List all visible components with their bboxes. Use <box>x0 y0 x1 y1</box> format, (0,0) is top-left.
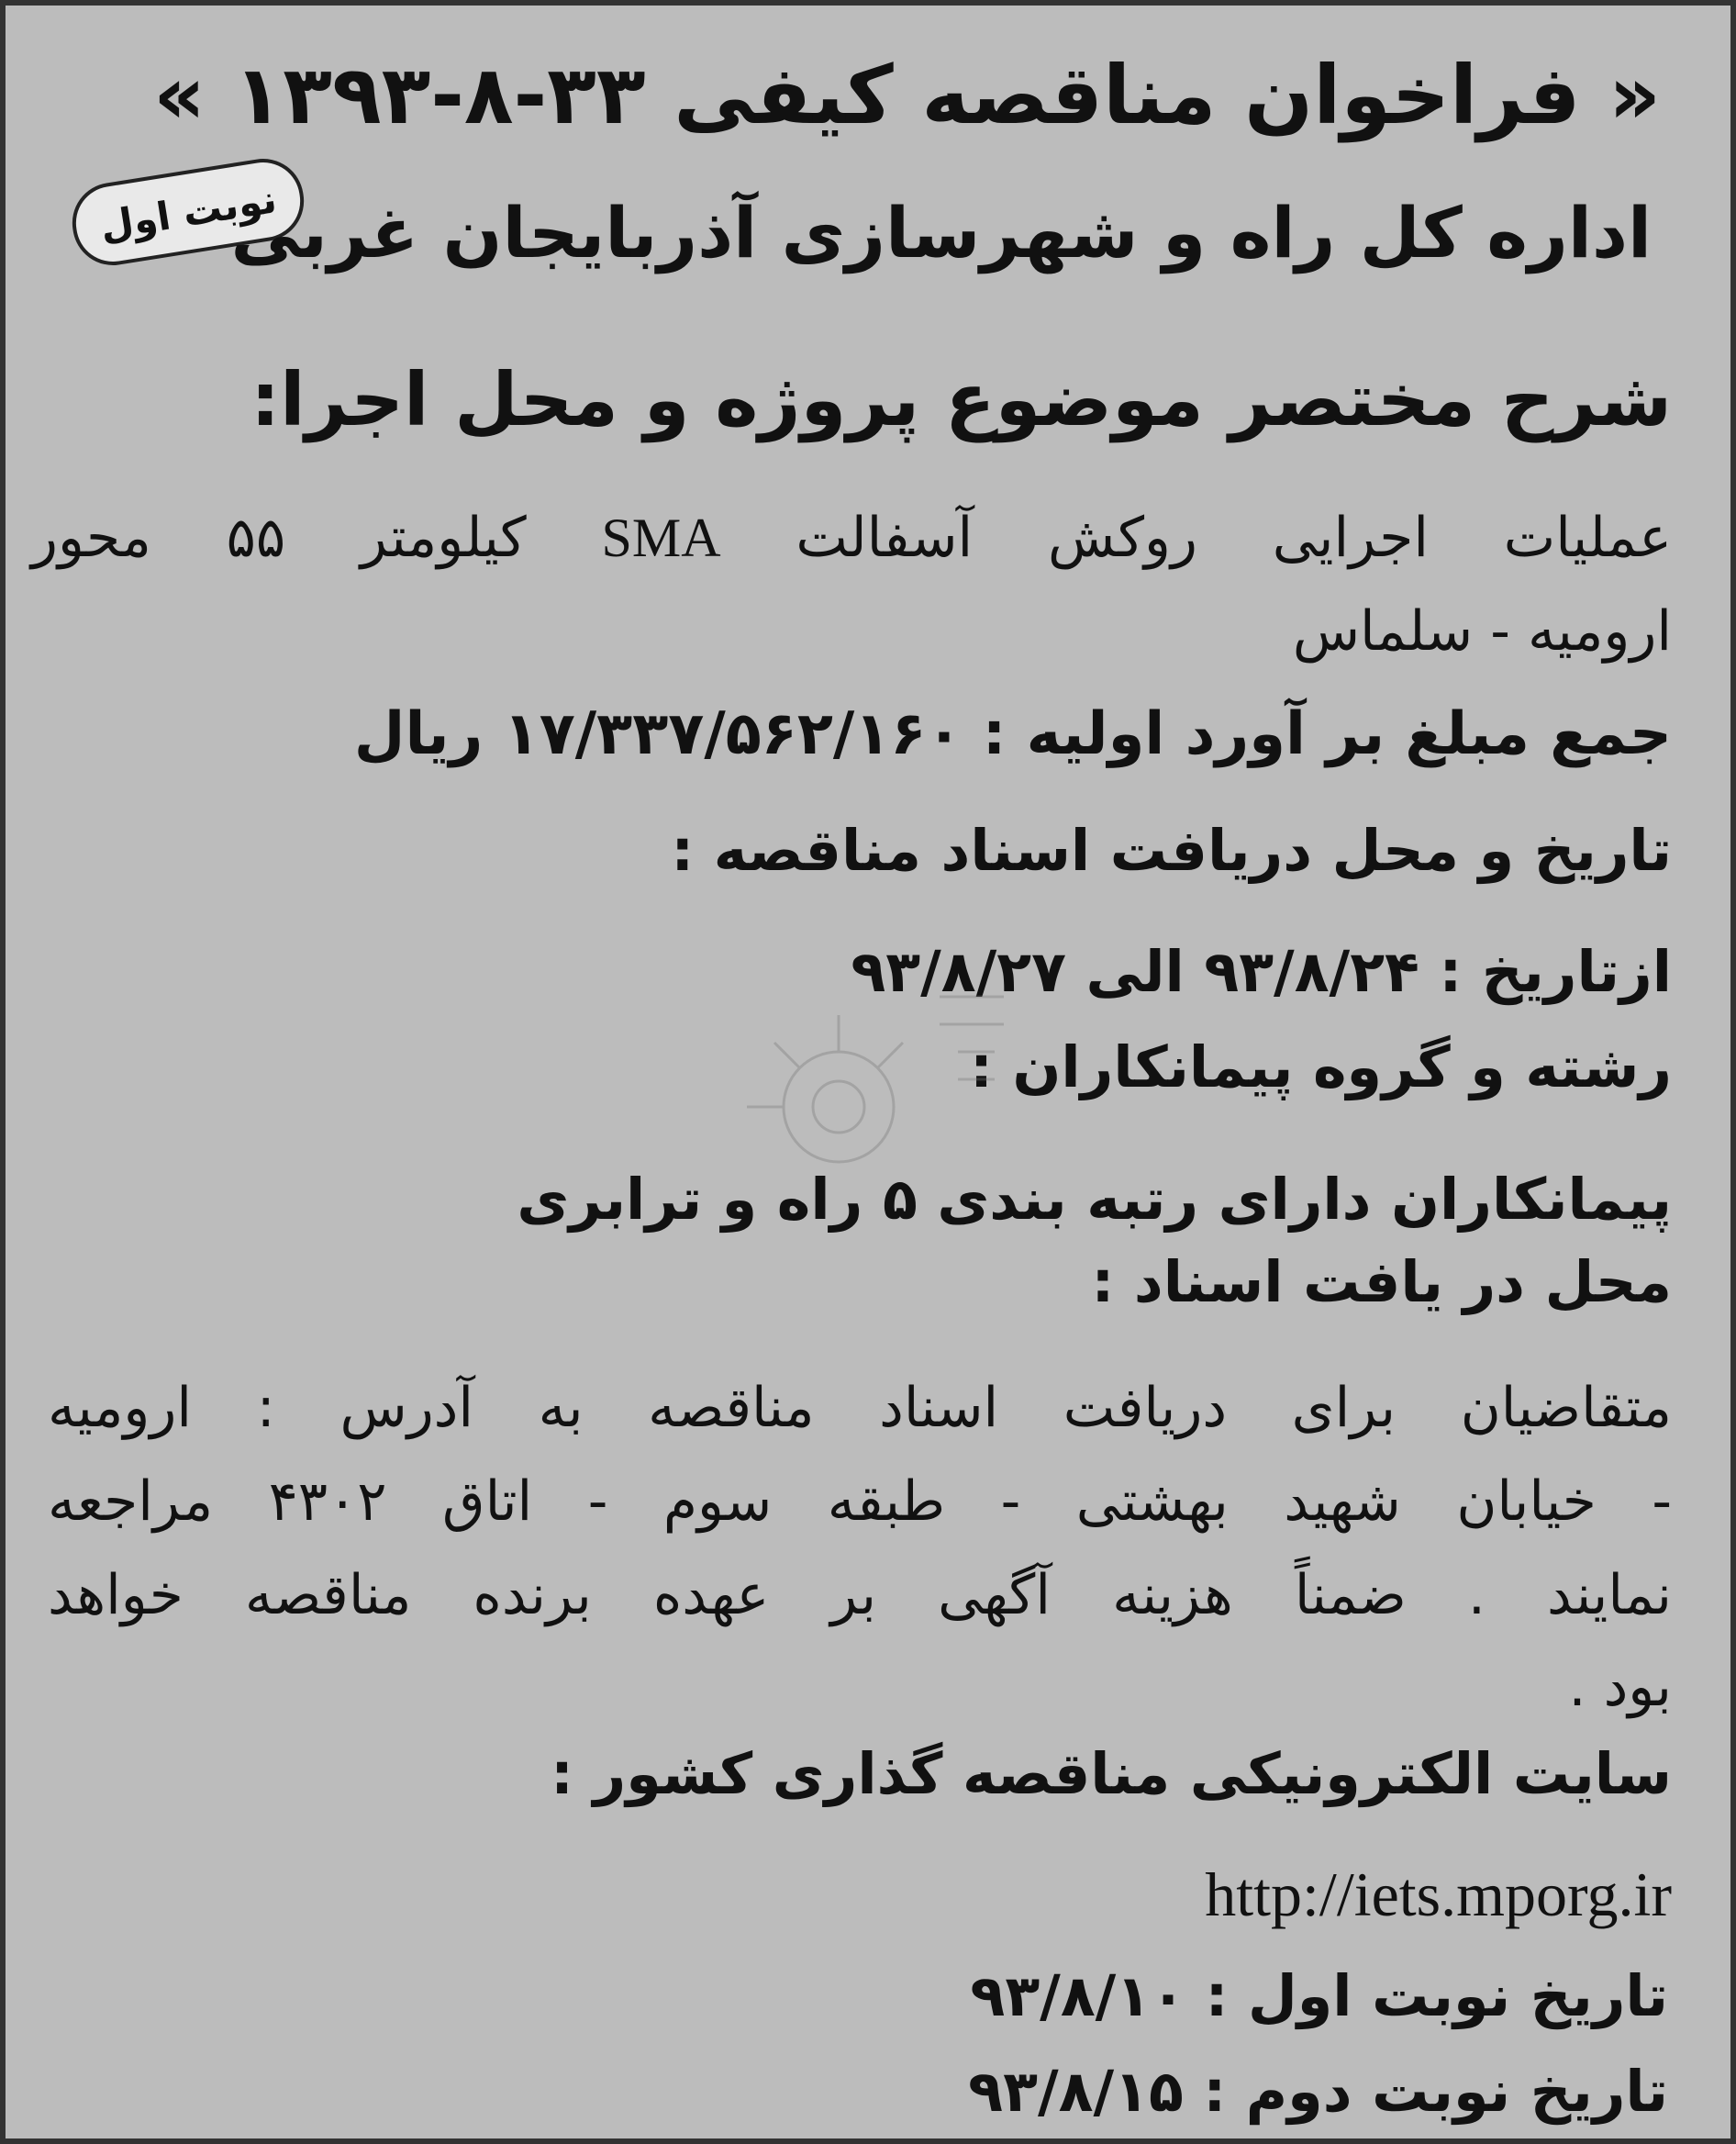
watermark-logo <box>729 978 1077 1189</box>
stamp-label: نوبت اول <box>96 175 280 249</box>
contractors-text: پیمانکاران دارای رتبه بندی ۵ راه و ترابری <box>517 1166 1672 1233</box>
organization-name: اداره کل راه و شهرسازی آذربایجان غربی <box>230 192 1652 274</box>
documents-heading: تاریخ و محل دریافت اسناد مناقصه : <box>671 817 1672 884</box>
estimate-amount: جمع مبلغ بر آورد اولیه : ۱۷/۳۳۷/۵۶۲/۱۶۰ ریال <box>353 700 1672 768</box>
first-publication-date: تاریخ نوبت اول : ۹۳/۸/۱۰ <box>970 1962 1668 2029</box>
project-description-line-1 <box>31 506 1705 570</box>
location-line-4: بود . <box>1568 1655 1672 1719</box>
website-heading: سایت الکترونیکی مناقصه گذاری کشور : <box>551 1740 1672 1807</box>
location-line-2: - خیابان شهید بهشتی - طبقه سوم - اتاق ۴۳۰۲ مراجعه <box>48 1469 1672 1534</box>
notice-title: « فراخوان مناقصه کیفی ۳۳-۸-۱۳۹۳ » <box>153 48 1661 142</box>
project-text-b: کیلومتر ۵۵ محور <box>31 506 527 570</box>
website-url: http://iets.mporg.ir <box>1205 1859 1672 1929</box>
project-text-sma: SMA <box>601 508 721 568</box>
location-line-1: متقاضیان برای دریافت اسناد مناقصه به آدرس : ارومیه <box>48 1376 1672 1440</box>
location-heading: محل در یافت اسناد : <box>1091 1248 1672 1315</box>
location-line-3: نمایند . ضمناً هزینه آگهی بر عهده برنده مناقصه خواهد <box>48 1563 1672 1627</box>
second-publication-date: تاریخ نوبت دوم : ۹۳/۸/۱۵ <box>968 2058 1668 2125</box>
documents-dates: ازتاریخ : ۹۳/۸/۲۴ الی ۹۳/۸/۲۷ <box>851 938 1672 1005</box>
project-text-a: عملیات اجرایی روکش آسفالت <box>796 506 1673 570</box>
contractors-heading: رشته و گروه پیمانکاران : <box>970 1033 1672 1100</box>
project-heading: شرح مختصر موضوع پروژه و محل اجرا: <box>250 357 1672 442</box>
notice-content <box>31 24 1705 2125</box>
project-description-line-2: ارومیه - سلماس <box>1292 599 1672 664</box>
